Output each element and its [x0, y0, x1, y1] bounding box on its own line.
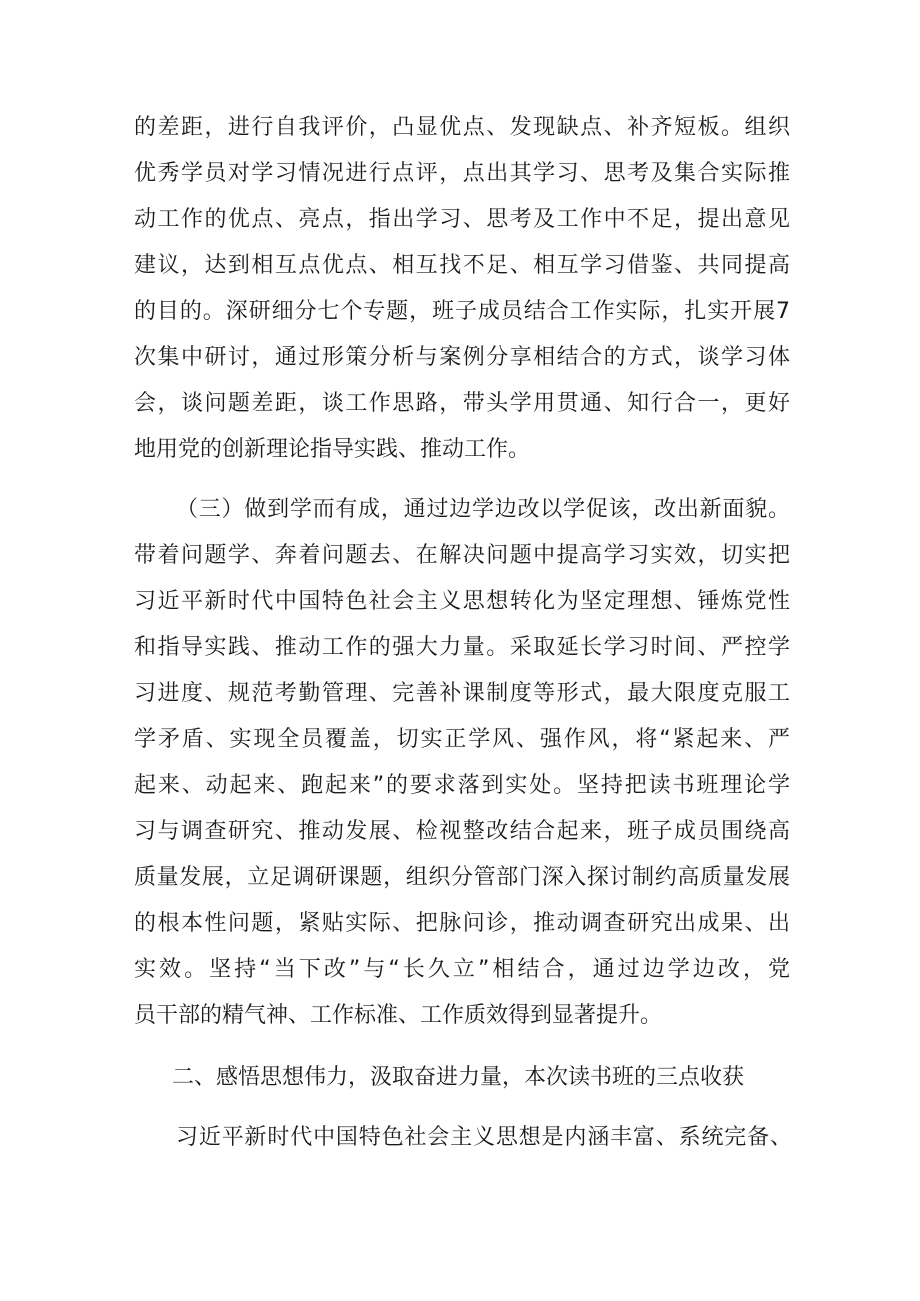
text-line: 习进度、规范考勤管理、完善补课制度等形式，最大限度克服工 — [134, 681, 790, 706]
text-line: 学矛盾、实现全员覆盖，切实正学风、强作风，将“紧起来、严 — [134, 727, 790, 752]
text-line: 地用党的创新理论指导实践、推动工作。 — [134, 437, 531, 462]
text-line: 动工作的优点、亮点，指出学习、思考及工作中不足，提出意见 — [134, 207, 790, 232]
section-heading: 二、感悟思想伟力，汲取奋进力量，本次读书班的三点收获 — [172, 1065, 745, 1090]
text-line: 优秀学员对学习情况进行点评，点出其学习、思考及集合实际推 — [134, 161, 790, 186]
text-line: 习与调查研究、推动发展、检视整改结合起来，班子成员围绕高 — [134, 819, 790, 844]
text-line: 习近平新时代中国特色社会主义思想是内涵丰富、系统完备、 — [176, 1125, 792, 1150]
text-line: 员干部的精气神、工作标准、工作质效得到显著提升。 — [134, 1003, 663, 1028]
text-line: 会，谈问题差距，谈工作思路，带头学用贯通、知行合一，更好 — [134, 391, 790, 416]
text-line: 带着问题学、奔着问题去、在解决问题中提高学习实效，切实把 — [134, 543, 790, 568]
text-line: 实效。坚持“当下改”与“长久立”相结合，通过边学边改，党 — [134, 957, 790, 982]
text-line: 的根本性问题，紧贴实际、把脉问诊，推动调查研究出成果、出 — [134, 911, 790, 936]
text-line: 的目的。深研细分七个专题，班子成员结合工作实际，扎实开展7 — [134, 299, 790, 324]
text-line: （三）做到学而有成，通过边学边改以学促该，改出新面貌。 — [176, 497, 790, 522]
text-line: 和指导实践、推动工作的强大力量。采取延长学习时间、严控学 — [134, 635, 790, 660]
text-line: 次集中研讨，通过形策分析与案例分享相结合的方式，谈学习体 — [134, 345, 790, 370]
text-line: 习近平新时代中国特色社会主义思想转化为坚定理想、锤炼党性 — [134, 589, 790, 614]
text-line: 质量发展，立足调研课题，组织分管部门深入探讨制约高质量发展 — [134, 865, 790, 890]
text-line: 建议，达到相互点优点、相互找不足、相互学习借鉴、共同提高 — [134, 253, 790, 278]
text-line: 起来、动起来、跑起来”的要求落到实处。坚持把读书班理论学 — [134, 773, 790, 798]
text-line: 的差距，进行自我评价，凸显优点、发现缺点、补齐短板。组织 — [134, 115, 790, 140]
